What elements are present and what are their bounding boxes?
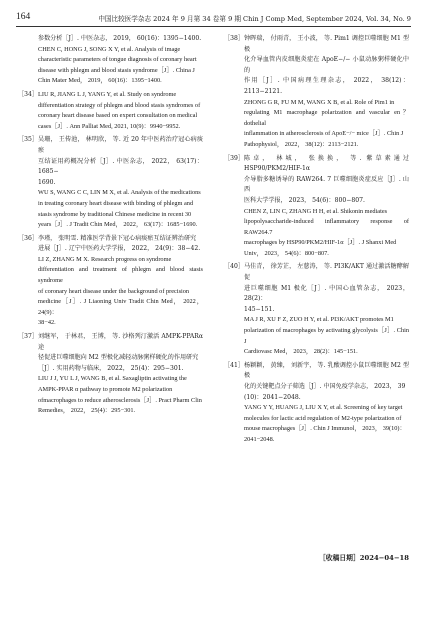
reference-line: 化介导血管内皮细胞炎症在 ApoE−/− 小鼠动脉粥样硬化中的 xyxy=(244,56,409,74)
reference-entry xyxy=(224,262,409,357)
reference-line: Remedies， 2022， 25(4)：295−301. xyxy=(38,407,136,415)
reference-line: inflammation in atherosclerosis of ApoE−/− mice［J］. Chin J xyxy=(244,130,404,138)
reference-line: 钟晖瑞， 付雨青， 王小波， 等. Pim1 调控巨噬细胞 M1 型极 xyxy=(244,35,409,53)
reference-line: Univ， 2023， 54(6)：800−807. xyxy=(244,249,329,257)
reference-line: 医科大学学报， 2023， 54(6)：800−807. xyxy=(244,196,365,204)
reference-line: polarization of macrophages by activating glycolysis［J］. Chin J xyxy=(244,327,409,345)
reference-line: disease with phlegm and blood stasis syndrome［J］. China J xyxy=(38,66,195,74)
reference-entry xyxy=(224,34,409,151)
reference-entry xyxy=(224,361,409,446)
reference-line: 2041−2048. xyxy=(244,435,275,443)
reference-line: ZHONG G R, FU M M, WANG X B, et al. Role of Pim1 in xyxy=(244,98,395,106)
reference-line: medicine［J］. J Liaoning Univ Tradit Chin Med， 2022， 24(9)： xyxy=(38,298,203,316)
reference-line: differentiation strategy of phlegm and blood stasis syndromes of xyxy=(38,101,201,109)
references-right-column xyxy=(224,34,409,449)
reference-line: 作用［J］. 中国病理生理杂志， 2022， 38(12)：2113−2121. xyxy=(244,77,409,95)
reference-line: ofmacrophages to reduce atherosclerosis［J］. Pract Pharm Clin xyxy=(38,396,202,404)
reference-line: macrophages by HSP90/PKM2/HIF-1α［J］. J Shanxi Med xyxy=(244,239,397,247)
reference-line: 38−42. xyxy=(38,319,56,327)
reference-line: characteristic parameters of tongue diagnosis of coronary heart xyxy=(38,56,197,64)
reference-number: ［36］ xyxy=(18,234,38,242)
reference-line: 马佳青， 徐芳芷， 左慈涛， 等. PI3K/AKT 通过激活糖酵解促 xyxy=(244,263,409,282)
reference-entry xyxy=(224,154,409,260)
reference-entry xyxy=(18,34,203,87)
reference-line: AMPK-PPAR α pathway to promote M2 polarization xyxy=(38,386,173,393)
reference-entry xyxy=(18,234,203,329)
reference-line: of coronary heart disease under the background of precision xyxy=(38,287,190,295)
reference-line: ［J］. 实用药物与临床， 2022， 25(4)：295−301. xyxy=(38,364,184,372)
reference-line: 化的关键靶点分子筛选［J］. 中国免疫学杂志， 2023， 39 xyxy=(244,383,406,390)
reference-line: years［J］. J Tradit Chin Med， 2022， 63(17)：1685−1690. xyxy=(38,221,198,229)
journal-running-title: 中国比较医学杂志 2024 年 9 月第 34 卷第 9 期 Chin J Comp Med, September 2024, Vol. 34, No. 9 xyxy=(98,15,411,23)
reference-line: (10)：2041−2048. xyxy=(244,393,301,401)
page-header xyxy=(16,12,411,27)
reference-line: 互结证用药概况分析［J］. 中医杂志， 2022， 63(17)：1685− xyxy=(38,157,203,176)
reference-entry xyxy=(18,135,203,230)
reference-line: MA J R, XU F Z, ZUO H Y, et al. PI3K/AKT promotes M1 xyxy=(244,316,394,324)
reference-line: stasis syndrome by traditional Chinese medicine in recent 30 xyxy=(38,210,192,218)
received-date: ［收稿日期］2024−04−18 xyxy=(318,554,409,562)
reference-line: 进巨噬细胞 M1 极化［J］. 中国心血管杂志， 2023， 28(2)： xyxy=(244,284,409,303)
reference-line: LI Z, ZHANG M X. Research progress on syndrome xyxy=(38,255,172,263)
references-left-column xyxy=(18,34,203,420)
reference-number: ［34］ xyxy=(18,90,38,98)
reference-line: 介导脂多糖诱导的 RAW264. 7 巨噬细胞炎症反应［J］. 山西 xyxy=(244,175,409,194)
reference-number: ［41］ xyxy=(224,361,244,369)
reference-line: 参数分析［J］. 中医杂志， 2019， 60(16)：1395−1400. xyxy=(38,35,202,42)
reference-line: 进展［J］. 辽宁中医药大学学报， 2022， 24(9)：38−42. xyxy=(38,245,201,253)
reference-entry xyxy=(18,332,203,417)
reference-line: 杨颖颖， 黄臻， 刘新宇， 等. 乳酸调控小鼠巨噬细胞 M2 型极 xyxy=(244,361,409,380)
reference-number: ［39］ xyxy=(224,154,244,162)
reference-line: 刘继军， 于林君， 王博， 等. 沙格列汀激活 AMPK-PPARα 途 xyxy=(38,333,203,351)
reference-line: CHEN Z, LIN C, ZHANG H H, et al. Shikonin mediates xyxy=(244,207,388,215)
reference-line: 径促进巨噬细胞向 M2 型极化减轻动脉粥样硬化的作用研究 xyxy=(38,354,199,362)
reference-number: ［37］ xyxy=(18,333,38,341)
reference-line: coronary heart disease based on expert consultation on medical xyxy=(38,112,198,120)
reference-line: CHEN C, HONG J, SONG X Y, et al. Analysis of image xyxy=(38,45,181,53)
reference-line: molecules for lactic acid regulation of M2-type polarization of xyxy=(244,414,402,422)
reference-line: 吴珊， 王传池， 林明欣， 等. 近 20 年中医药治疗冠心病痰瘀 xyxy=(38,136,203,154)
reference-entry xyxy=(18,90,203,132)
reference-line: cases［J］. Ann Palliat Med, 2021, 10(9)：9940−9952. xyxy=(38,122,181,130)
reference-number: ［40］ xyxy=(224,263,244,271)
page-number: 164 xyxy=(16,12,31,22)
reference-line: YANG Y Y, HUANG J, LIU X Y, et al. Screening of key target xyxy=(244,404,403,412)
reference-line: LIU R, JIANG L J, YANG Y, et al. Study on syndrome xyxy=(38,90,177,98)
reference-line: differentiation and treatment of phlegm and blood stasis syndrome xyxy=(38,266,203,285)
reference-line: lipopolysaccharide-induced inflammatory response of RAW264.7 xyxy=(244,218,409,236)
reference-line: 1690. xyxy=(38,178,56,186)
reference-line: 李瑾， 张明雪. 精准医学背景下冠心病痰瘀互结证辨治研究 xyxy=(38,234,197,242)
reference-line: in treating coronary heart disease with binding of phlegm and xyxy=(38,199,194,207)
reference-line: mouse macrophages［J］. Chin J Immunol， 2023， 39(10)： xyxy=(244,425,406,433)
reference-line: Pathophysiol， 2022， 38(12)：2113−2121. xyxy=(244,140,359,148)
reference-line: LIU J J, YU L J, WANG B, et al. Saxagliptin activating the xyxy=(38,375,187,383)
reference-line: Chin Mater Med， 2019， 60(16)：1395−1400. xyxy=(38,77,162,85)
reference-line: regulating M1 macrophage polarization and vascular en？dothelial xyxy=(244,109,409,127)
reference-line: WU S, WANG C C, LIN M X, et al. Analysis of the medications xyxy=(38,189,201,197)
reference-number: ［38］ xyxy=(224,35,244,42)
reference-line: 陈卓， 林城， 张换换， 等. 紫草素通过 HSP90/PKM2/HIF-1α xyxy=(244,154,409,173)
reference-line: 145−151. xyxy=(244,305,275,313)
reference-line: Cardiovasc Med， 2023， 28(2)：145−151. xyxy=(244,348,358,356)
reference-number: ［35］ xyxy=(18,136,38,144)
